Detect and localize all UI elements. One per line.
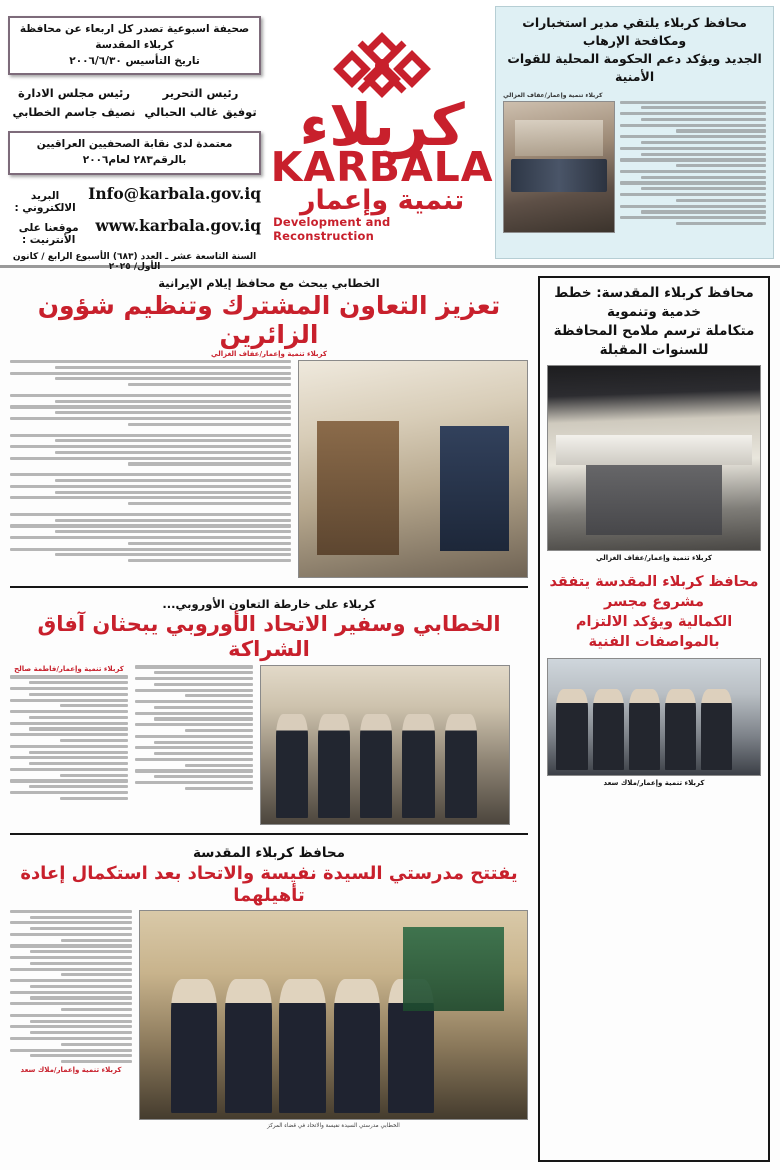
- eu-story-kicker: كربلاء على خارطة التعاون الأوروبي...: [162, 596, 376, 611]
- content-area: [0, 268, 780, 1170]
- schools-story-body: [10, 910, 528, 1130]
- schools-story-kicker: محافظ كربلاء المقدسة: [192, 845, 346, 862]
- side-bottom-headline-line-2: الكمالية ويؤكد الالتزام بالمواصفات الفنية: [575, 614, 733, 651]
- eu-story-col-2: [135, 665, 253, 825]
- main-story-photo: [298, 360, 528, 578]
- editor-in-chief-name: توفيق غالب الحبالي: [144, 105, 257, 120]
- masthead: [0, 0, 780, 272]
- side-top-byline: كربلاء تنمية وإعمار/عفاف الغزالي: [595, 553, 712, 562]
- editor-in-chief: [144, 84, 256, 122]
- masthead-info-block: [0, 0, 273, 272]
- website-label: موقعنا على الأنترنيت :: [18, 221, 79, 246]
- schools-story-byline: كربلاء تنمية وإعمار/ملاك سعد: [20, 1065, 122, 1074]
- schools-story-caption: الخطابي مدرستي السيدة نفيسة والاتحاد في قضاء المركز: [267, 1122, 400, 1129]
- story-side-bridge[interactable]: [547, 572, 761, 789]
- masthead-teaser-story[interactable]: [495, 6, 774, 259]
- eu-story-photo: [260, 665, 510, 825]
- main-column: [10, 276, 528, 1162]
- teaser-photo: [503, 101, 615, 233]
- eu-story-body: [10, 665, 528, 825]
- teaser-headline-line-1: محافظ كربلاء يلتقي مدير استخبارات ومكافحة الإرهاب: [522, 15, 747, 49]
- schools-photo-wrap: [139, 910, 528, 1130]
- side-top-headline: [547, 284, 761, 360]
- main-story-body: [10, 360, 528, 578]
- side-column: [538, 276, 770, 1162]
- main-story-col-1: [10, 360, 291, 578]
- side-top-photo: [547, 365, 761, 551]
- story-schools[interactable]: [10, 844, 528, 1130]
- teaser-body: [503, 101, 766, 254]
- editors-row: [8, 84, 261, 122]
- side-bottom-byline: كربلاء تنمية وإعمار/ملاك سعد: [603, 778, 705, 787]
- teaser-byline: كربلاء تنمية وإعمار/عفاف الغزالي: [503, 91, 603, 99]
- website-value[interactable]: www.karbala.gov.iq: [95, 215, 262, 235]
- side-bottom-headline-line-1: محافظ كربلاء المقدسة يتفقد مشروع مجسر: [549, 573, 759, 610]
- registration-line-1: صحيفة اسبوعية تصدر كل اربعاء عن محافظة كربلاء المقدسة: [19, 23, 250, 51]
- story-eu-ambassador[interactable]: [10, 597, 528, 825]
- eu-story-byline: كربلاء تنمية وإعمار/فاطمة صالح: [14, 665, 124, 674]
- board-chairman-role: رئيس مجلس الادارة: [17, 86, 130, 101]
- main-story-byline: كربلاء تنمية وإعمار/عفاف الغزالي: [210, 349, 327, 358]
- logo-arabic-title: كربلاء: [299, 90, 465, 159]
- board-chairman-name: نصيف جاسم الخطابي: [12, 105, 136, 120]
- side-top-headline-line-2: متكاملة ترسم ملامح المحافظة للسنوات المقبلة: [553, 322, 755, 358]
- eu-story-headline: الخطابي وسفير الاتحاد الأوروبي يبحثان آفاق الشراكة: [37, 611, 501, 661]
- main-story-kicker: الخطابي يبحث مع محافظ إيلام الإيرانية: [158, 276, 380, 290]
- schools-story-col-1: [10, 910, 132, 1130]
- accreditation-box: [8, 131, 261, 175]
- logo-latin-subtitle: Development and Reconstruction: [273, 214, 391, 243]
- editor-in-chief-role: رئيس التحرير: [162, 86, 239, 101]
- accreditation-line-2: بالرقم٢٨٣ لعام٢٠٠٦: [82, 153, 187, 166]
- divider-rule-2: [10, 833, 528, 835]
- logo-latin-title: KARBALA: [270, 143, 494, 192]
- website-row[interactable]: [8, 216, 261, 246]
- email-label: البريد الالكتروني :: [14, 189, 76, 214]
- issue-line: السنة التاسعة عشر ـ العدد (٦٨٣) الأسبوع الرابع / كانون الأول/ ٢٠٢٥: [12, 251, 257, 272]
- teaser-headline-line-2: الجديد ويؤكد دعم الحكومة المحلية للقوات الأمنية: [507, 51, 762, 85]
- logo-arabic-subtitle: تنمية وإعمار: [299, 184, 465, 216]
- schools-story-photo: [139, 910, 528, 1120]
- story-main-iran[interactable]: [10, 276, 528, 578]
- newspaper-logo: [270, 0, 494, 265]
- schools-story-headline: يفتتح مدرستي السيدة نفيسة والاتحاد بعد استكمال إعادة تأهيلهما: [20, 863, 518, 906]
- divider-rule-1: [10, 586, 528, 588]
- email-row[interactable]: [8, 184, 261, 214]
- accreditation-line-1: معتمدة لدى نقابة الصحفيين العراقيين: [36, 138, 233, 151]
- email-value[interactable]: Info@karbala.gov.iq: [88, 183, 262, 203]
- registration-line-2: تاريخ التأسيس ٢٠٠٦/٦/٣٠: [69, 54, 200, 67]
- teaser-body-text: [620, 101, 766, 254]
- board-chairman: [12, 84, 135, 122]
- story-side-development-plans[interactable]: [547, 284, 761, 564]
- side-bottom-photo: [547, 658, 761, 776]
- side-bottom-headline: [547, 572, 761, 653]
- side-top-headline-line-1: محافظ كربلاء المقدسة: خطط خدمية وتنموية: [554, 285, 754, 320]
- registration-box: [8, 16, 261, 75]
- main-story-headline: تعزيز التعاون المشترك وتنظيم شؤون الزائرين: [37, 290, 501, 350]
- teaser-headline: [503, 14, 766, 87]
- eu-story-col-1: [10, 665, 128, 825]
